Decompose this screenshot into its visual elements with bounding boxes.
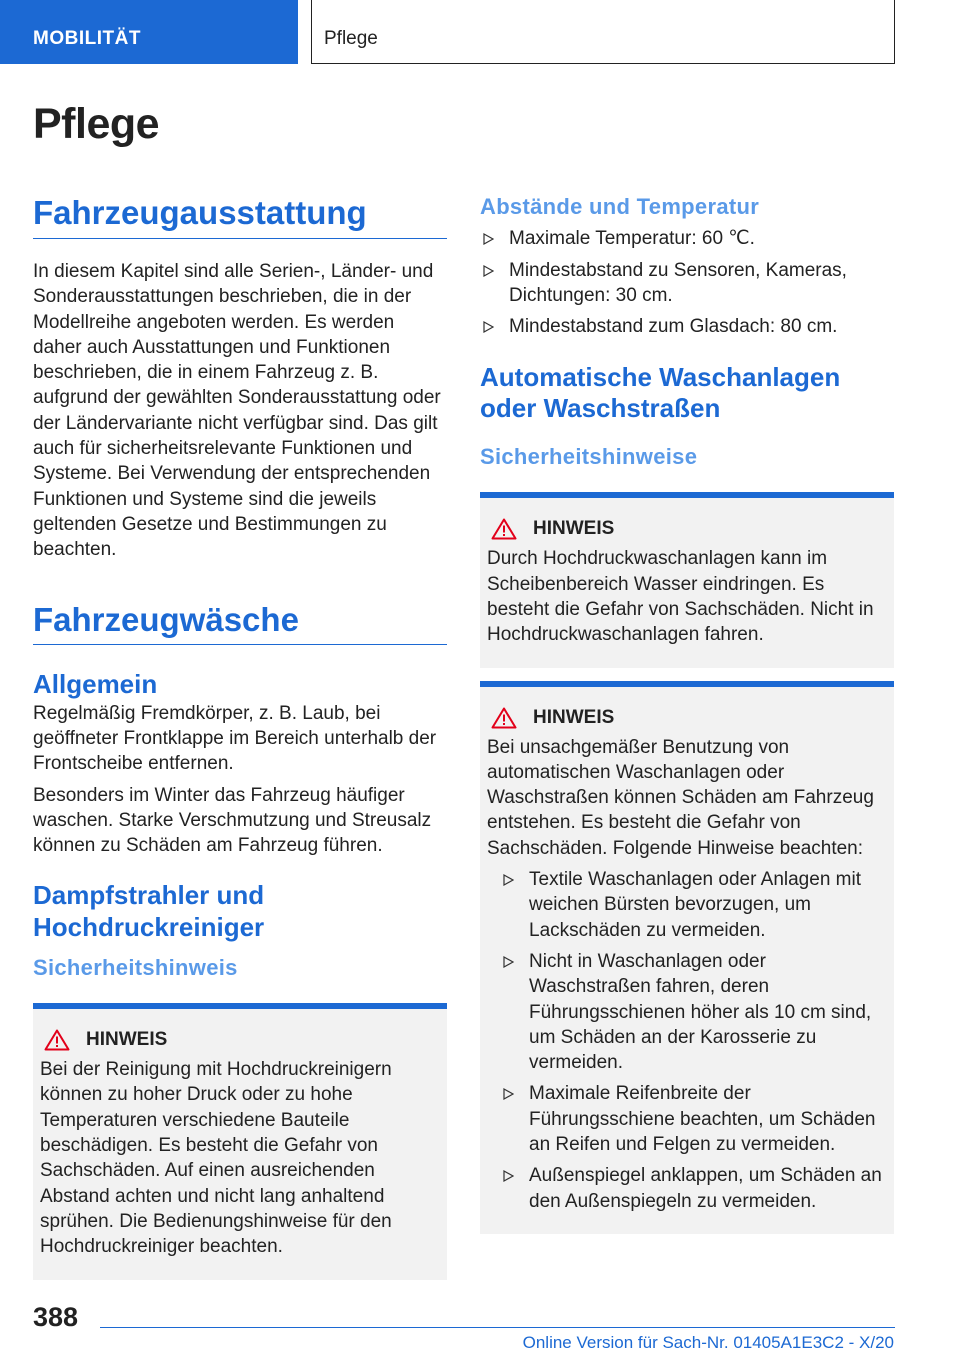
note-text: Bei unsachgemäßer Benutzung von automatischen Waschanlagen oder Waschstraßen können Schäden am Fahrzeug entstehen. Es besteht die Gefahr von Sachschäden. Folgende Hinweise beachten:	[487, 736, 874, 859]
triangle-right-icon	[503, 1088, 514, 1100]
note-header	[487, 518, 887, 540]
list-item-text: Außenspiegel anklappen, um Schäden an den Außenspiegeln zu vermeiden.	[529, 1165, 882, 1212]
note-label: HINWEIS	[533, 518, 615, 540]
heading-abstaende: Abstände und Temperatur	[480, 194, 760, 219]
right-column	[480, 194, 894, 1234]
footer-text: Online Version für Sach-Nr. 01405A1E3C2 - X/20	[522, 1333, 894, 1352]
note-box-hochdruckwaschanlagen	[480, 492, 894, 667]
list-item-text: Mindestabstand zum Glasdach: 80 cm.	[509, 316, 838, 338]
page-title: Pflege	[33, 100, 160, 148]
triangle-right-icon	[483, 265, 494, 277]
note-box-waschanlagen	[480, 681, 894, 1234]
triangle-right-icon	[503, 1170, 514, 1182]
note-header	[487, 707, 887, 729]
warning-triangle-icon	[44, 1029, 70, 1051]
list-item	[500, 867, 887, 943]
paragraph-allgemein-2: Besonders im Winter das Fahrzeug häufiger waschen. Starke Verschmutzung und Streusalz können zu Schäden am Fahrzeug führen.	[33, 784, 432, 857]
paragraph-ausstattung: In diesem Kapitel sind alle Serien-, Länder- und Sonderausstattungen beschrieben, die in der Modellreihe angeboten werden. Es werden daher auch Ausstattungen und Funktionen beschrieben, die in einem Fahrzeug z. B. aufgrund der gewählten Sonderausstattung oder der Ländervariante nicht verfügbar sind. Das gilt auch für sicherheitsrelevante Funktionen und Systeme. Bei Verwendung der entsprechenden Funktionen und Systeme sind die jeweils geltenden Gesetze und Bestimmungen zu beachten.	[33, 260, 441, 561]
list-item-text: Textile Waschanlagen oder Anlagen mit weichen Bürsten bevorzugen, um Lackschäden zu vermeiden.	[529, 869, 861, 941]
list-item	[480, 258, 894, 309]
list-item-text: Nicht in Waschanlagen oder Waschstraßen fahren, deren Führungsschienen höher als 10 cm sind, um Schäden an der Karosserie zu vermeiden.	[529, 950, 872, 1074]
warning-triangle-icon	[491, 707, 517, 729]
heading-fahrzeugausstattung: Fahrzeugausstattung	[33, 194, 447, 239]
section-tab: MOBILITÄT	[0, 0, 298, 64]
left-column	[33, 194, 447, 1280]
note-label: HINWEIS	[533, 706, 615, 728]
page-number: 388	[33, 1302, 79, 1332]
heading-dampfstrahler: Dampfstrahler und Hochdruckreiniger	[33, 880, 265, 942]
note-label: HINWEIS	[86, 1029, 168, 1051]
heading-sicherheitshinweis: Sicherheitshinweis	[33, 954, 238, 980]
triangle-right-icon	[503, 956, 514, 968]
heading-waschanlagen: Automatische Waschanlagen oder Waschstraßen	[480, 361, 841, 423]
list-item	[500, 949, 887, 1075]
list-item	[480, 314, 894, 339]
warning-triangle-icon	[491, 518, 517, 540]
list-item-text: Maximale Reifenbreite der Führungsschiene beachten, um Schäden an Reifen und Felgen zu vermeiden.	[529, 1083, 876, 1155]
list-item-text: Mindestabstand zu Sensoren, Kameras, Dichtungen: 30 cm.	[509, 259, 847, 306]
list-item-text: Maximale Temperatur: 60 ℃.	[509, 228, 755, 250]
list-item	[500, 1081, 887, 1157]
chapter-tab: Pflege	[311, 0, 895, 64]
list-abstaende	[480, 226, 894, 339]
note-box-hochdruckreiniger	[33, 1003, 447, 1279]
triangle-right-icon	[483, 321, 494, 333]
note-text: Bei der Reinigung mit Hochdruckreinigern können zu hoher Druck oder zu hohe Temperaturen verschiedene Bauteile beschädigen. Es besteht die Gefahr von Sachschäden. Auf einen ausreichenden Abstand achten und nicht lang anhaltend sprühen. Die Bedienungshinweise für den Hochdruckreiniger beachten.	[40, 1059, 392, 1258]
heading-allgemein: Allgemein	[33, 669, 158, 700]
list-item	[480, 226, 894, 251]
list-waschanlagen	[487, 867, 887, 1214]
note-text: Durch Hochdruckwaschanlagen kann im Scheibenbereich Wasser eindringen. Es besteht die Gefahr von Sachschäden. Nicht in Hochdruckwaschanlagen fahren.	[487, 548, 874, 646]
heading-fahrzeugwaesche: Fahrzeugwäsche	[33, 601, 447, 646]
triangle-right-icon	[483, 233, 494, 245]
list-item	[500, 1163, 887, 1214]
paragraph-allgemein-1: Regelmäßig Fremdkörper, z. B. Laub, bei geöffneter Frontklappe im Bereich unterhalb der Frontscheibe entfernen.	[33, 702, 437, 775]
note-header	[40, 1029, 440, 1051]
heading-sicherheitshinweise: Sicherheitshinweise	[480, 443, 698, 469]
triangle-right-icon	[503, 874, 514, 886]
footer-divider	[100, 1327, 895, 1328]
